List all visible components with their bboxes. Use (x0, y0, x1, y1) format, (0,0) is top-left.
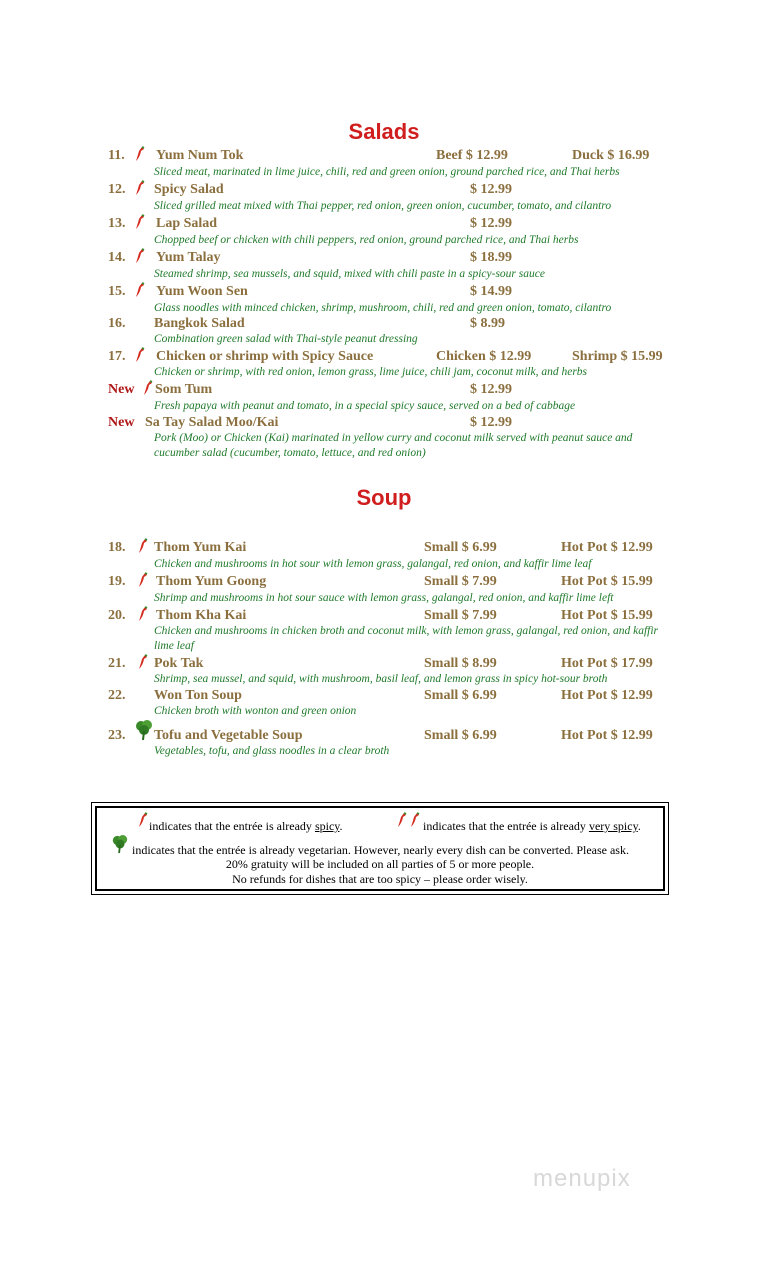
hot-pot-price: Hot Pot $ 17.99 (561, 656, 653, 671)
chili-pepper-icon (134, 146, 146, 162)
menu-item (0, 250, 768, 268)
item-price-alt: Shrimp $ 15.99 (572, 349, 663, 364)
item-description: Sliced meat, marinated in lime juice, chili, red and green onion, ground parched rice, and Thai herbs (154, 166, 620, 178)
menu-item (0, 148, 768, 166)
watermark-logo: menupix (533, 1165, 631, 1192)
vegetable-leaf-icon (134, 719, 154, 741)
item-name: Yum Num Tok (156, 148, 244, 163)
item-number: 20. (108, 608, 126, 623)
item-price: Beef $ 12.99 (436, 148, 508, 163)
item-description: Pork (Moo) or Chicken (Kai) marinated in yellow curry and coconut milk served with peanut sauce and cucumber salad (cucumber, tomato, lettuce, and red onion) (154, 432, 633, 459)
item-name: Yum Woon Sen (156, 284, 248, 299)
new-label: New (108, 382, 135, 397)
hot-pot-price: Hot Pot $ 12.99 (561, 688, 653, 703)
item-description: Chopped beef or chicken with chili peppers, red onion, ground parched rice, and Thai herbs (154, 234, 579, 246)
section-title-soup: Soup (356, 485, 412, 510)
chili-pepper-icon (137, 654, 149, 670)
item-description: Glass noodles with minced chicken, shrimp, mushroom, chili, red and green onion, tomato, cilantro (154, 302, 612, 314)
item-name: Thom Yum Goong (156, 574, 267, 589)
legend-very-spicy-text: indicates that the entrée is already (423, 819, 589, 833)
item-description: Chicken or shrimp, with red onion, lemon grass, lime juice, chili jam, coconut milk, and herbs (154, 366, 588, 378)
menu-item (0, 540, 768, 558)
legend-box (91, 802, 669, 895)
item-description: Steamed shrimp, sea mussels, and squid, mixed with chili paste in a spicy-sour sauce (154, 268, 545, 280)
item-number: 22. (108, 688, 126, 703)
item-price: $ 18.99 (470, 250, 512, 265)
chili-pepper-icon (137, 538, 149, 554)
section-title-salads: Salads (348, 119, 420, 144)
menu-item (0, 216, 768, 234)
vegetable-leaf-icon (111, 834, 129, 854)
item-description: Fresh papaya with peanut and tomato, in a special spicy sauce, served on a bed of cabbage (154, 400, 576, 412)
item-number: 16. (108, 316, 126, 331)
item-name: Won Ton Soup (154, 688, 242, 703)
item-name: Thom Yum Kai (154, 540, 247, 555)
item-description: Chicken broth with wonton and green onion (154, 705, 357, 717)
hot-pot-price: Hot Pot $ 15.99 (561, 608, 653, 623)
chili-pepper-icon (134, 214, 146, 230)
item-name: Lap Salad (156, 216, 218, 231)
item-name: Yum Talay (156, 250, 221, 265)
item-price: $ 12.99 (470, 216, 512, 231)
item-description: Shrimp and mushrooms in hot sour sauce with lemon grass, galangal, red onion, and kaffir lime left (154, 592, 614, 604)
hot-pot-price: Hot Pot $ 12.99 (561, 540, 653, 555)
item-number: 23. (108, 728, 126, 743)
item-number: 14. (108, 250, 126, 265)
small-price: Small $ 6.99 (424, 728, 497, 743)
item-number: 13. (108, 216, 126, 231)
chili-pepper-icon (137, 812, 149, 828)
chili-pepper-icon (142, 380, 154, 396)
item-description: Sliced grilled meat mixed with Thai pepper, red onion, green onion, cucumber, tomato, and cilantro (154, 200, 612, 212)
item-number: 12. (108, 182, 126, 197)
legend-spicy-text: indicates that the entrée is already (149, 819, 315, 833)
item-price: $ 12.99 (470, 382, 512, 397)
legend-inner-border (95, 806, 665, 891)
item-description: Shrimp, sea mussel, and squid, with mushroom, basil leaf, and lemon grass in spicy hot-sour broth (154, 673, 608, 685)
item-name: Spicy Salad (154, 182, 224, 197)
legend-spicy-word: spicy (314, 819, 340, 833)
menu-item (0, 284, 768, 302)
chili-pepper-icon (396, 812, 408, 828)
item-name: Pok Tak (154, 656, 204, 671)
item-number: 15. (108, 284, 126, 299)
menu-item (0, 574, 768, 592)
hot-pot-price: Hot Pot $ 15.99 (561, 574, 653, 589)
new-label: New (108, 415, 135, 430)
item-price: Chicken $ 12.99 (436, 349, 532, 364)
item-price: $ 12.99 (470, 415, 512, 430)
small-price: Small $ 6.99 (424, 688, 497, 703)
item-price-alt: Duck $ 16.99 (572, 148, 650, 163)
item-description: Chicken and mushrooms in chicken broth and coconut milk, with lemon grass, galangal, red onion, and kaffir lime leaf (154, 625, 659, 652)
small-price: Small $ 7.99 (424, 574, 497, 589)
chili-pepper-icon (134, 248, 146, 264)
chili-pepper-icon (134, 180, 146, 196)
item-name: Sa Tay Salad Moo/Kai (145, 415, 279, 430)
legend-spicy: indicates that the entrée is already spicy. (149, 819, 343, 833)
legend-very-spicy-word: very spicy (588, 819, 638, 833)
item-name: Chicken or shrimp with Spicy Sauce (156, 349, 374, 364)
item-price: $ 8.99 (470, 316, 505, 331)
menu-item (0, 382, 768, 400)
chili-pepper-icon (409, 812, 421, 828)
legend-vegetarian: indicates that the entrée is already vegetarian. However, nearly every dish can be converted. Please ask. (132, 843, 629, 857)
item-description: Chicken and mushrooms in hot sour with lemon grass, galangal, red onion, and kaffir lime leaf (154, 558, 592, 570)
item-number: 17. (108, 349, 126, 364)
item-name: Thom Kha Kai (156, 608, 247, 623)
chili-pepper-icon (137, 572, 149, 588)
item-name: Som Tum (155, 382, 213, 397)
item-number: 18. (108, 540, 126, 555)
item-number: 11. (108, 148, 125, 163)
chili-pepper-icon (134, 347, 146, 363)
legend-very-spicy: indicates that the entrée is already very spicy. (423, 819, 641, 833)
item-name: Bangkok Salad (154, 316, 245, 331)
item-number: 19. (108, 574, 126, 589)
item-name: Tofu and Vegetable Soup (154, 728, 303, 743)
hot-pot-price: Hot Pot $ 12.99 (561, 728, 653, 743)
chili-pepper-icon (137, 606, 149, 622)
menu-item (0, 182, 768, 200)
item-description: Vegetables, tofu, and glass noodles in a clear broth (154, 745, 390, 757)
item-price: $ 14.99 (470, 284, 512, 299)
small-price: Small $ 8.99 (424, 656, 497, 671)
item-price: $ 12.99 (470, 182, 512, 197)
item-number: 21. (108, 656, 126, 671)
legend-refunds: No refunds for dishes that are too spicy – please order wisely. (232, 872, 528, 886)
small-price: Small $ 6.99 (424, 540, 497, 555)
chili-pepper-icon (134, 282, 146, 298)
small-price: Small $ 7.99 (424, 608, 497, 623)
legend-gratuity: 20% gratuity will be included on all parties of 5 or more people. (225, 857, 535, 871)
item-description: Combination green salad with Thai-style peanut dressing (154, 333, 418, 345)
